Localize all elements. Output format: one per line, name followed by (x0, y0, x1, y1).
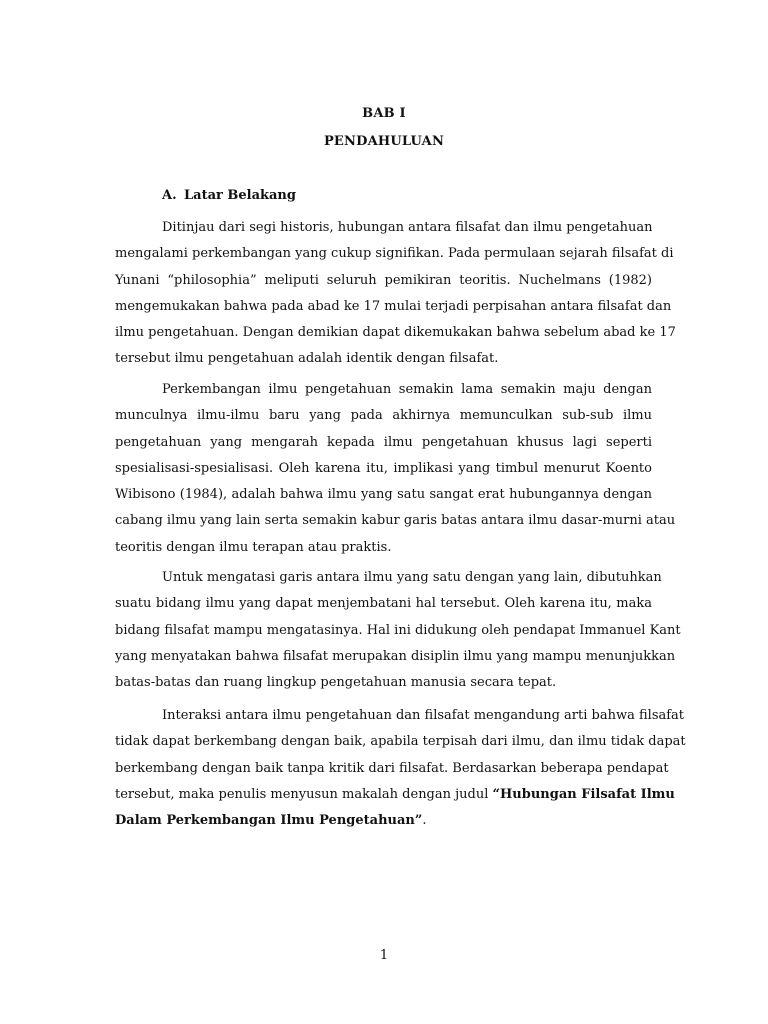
paragraph-line (115, 782, 675, 808)
paragraph-line: mengemukakan bahwa pada abad ke 17 mulai terjadi perpisahan antara filsafat dan (115, 298, 672, 314)
chapter-number: BAB I (362, 106, 406, 121)
paragraph-2 (115, 377, 676, 561)
paragraph-line: cabang ilmu yang lain serta semakin kabur garis batas antara ilmu dasar-murni atau (115, 513, 676, 529)
paragraph-line-text: tersebut, maka penulis menyusun makalah dengan judul (115, 786, 493, 802)
chapter-title: PENDAHULUAN (323, 134, 445, 149)
paragraph-line: Interaksi antara ilmu pengetahuan dan filsafat mengandung arti bahwa filsafat (162, 708, 685, 723)
paragraph-line (115, 808, 652, 834)
paragraph-line-text: . (422, 813, 427, 829)
paragraph-line: Ditinjau dari segi historis, hubungan antara filsafat dan ilmu pengetahuan (162, 220, 653, 235)
paragraph-line: Wibisono (1984), adalah bahwa ilmu yang satu sangat erat hubungannya dengan (115, 487, 652, 503)
paragraph-4 (115, 703, 686, 834)
paragraph-line: yang menyatakan bahwa filsafat merupakan disiplin ilmu yang mampu menunjukkan (115, 648, 676, 664)
paragraph-line: teoritis dengan ilmu terapan atau praktis. (115, 539, 392, 555)
paragraph-line: suatu bidang ilmu yang dapat menjembatani hal tersebut. Oleh karena itu, maka (115, 596, 652, 612)
section-title: Latar Belakang (184, 188, 296, 203)
paragraph-line: tersebut ilmu pengetahuan adalah identik dengan filsafat. (115, 351, 499, 367)
paragraph-line: bidang filsafat mampu mengatasinya. Hal ini didukung oleh pendapat Immanuel Kant (115, 622, 681, 638)
section-heading (162, 188, 296, 203)
page-number: 1 (379, 948, 389, 963)
paragraph-1 (115, 215, 676, 373)
paragraph-line: ilmu pengetahuan. Dengan demikian dapat dikemukakan bahwa sebelum abad ke 17 (115, 325, 676, 341)
paragraph-line: pengetahuan yang mengarah kepada ilmu pengetahuan khusus lagi seperti (115, 434, 652, 450)
paragraph-line: Yunani “philosophia” meliputi seluruh pemikiran teoritis. Nuchelmans (1982) (115, 272, 652, 288)
paragraph-line: Perkembangan ilmu pengetahuan semakin lama semakin maju dengan (162, 382, 652, 397)
paragraph-line: Untuk mengatasi garis antara ilmu yang satu dengan yang lain, dibutuhkan (162, 570, 662, 585)
section-label: A. (162, 188, 177, 203)
paragraph-line: batas-batas dan ruang lingkup pengetahuan manusia secara tepat. (115, 675, 557, 691)
paper-title-part-2: Dalam Perkembangan Ilmu Pengetahuan” (115, 813, 423, 829)
paragraph-line: mengalami perkembangan yang cukup signifikan. Pada permulaan sejarah filsafat di (115, 246, 674, 262)
paragraph-3 (115, 565, 681, 696)
paper-title-part-1: “Hubungan Filsafat Ilmu (492, 786, 675, 802)
paragraph-line: spesialisasi-spesialisasi. Oleh karena itu, implikasi yang timbul menurut Koento (115, 460, 652, 476)
paragraph-line: tidak dapat berkembang dengan baik, apabila terpisah dari ilmu, dan ilmu tidak dapat (115, 734, 686, 750)
paragraph-line: berkembang dengan baik tanpa kritik dari filsafat. Berdasarkan beberapa pendapat (115, 760, 669, 776)
paragraph-line: munculnya ilmu-ilmu baru yang pada akhirnya memunculkan sub-sub ilmu (115, 408, 652, 424)
